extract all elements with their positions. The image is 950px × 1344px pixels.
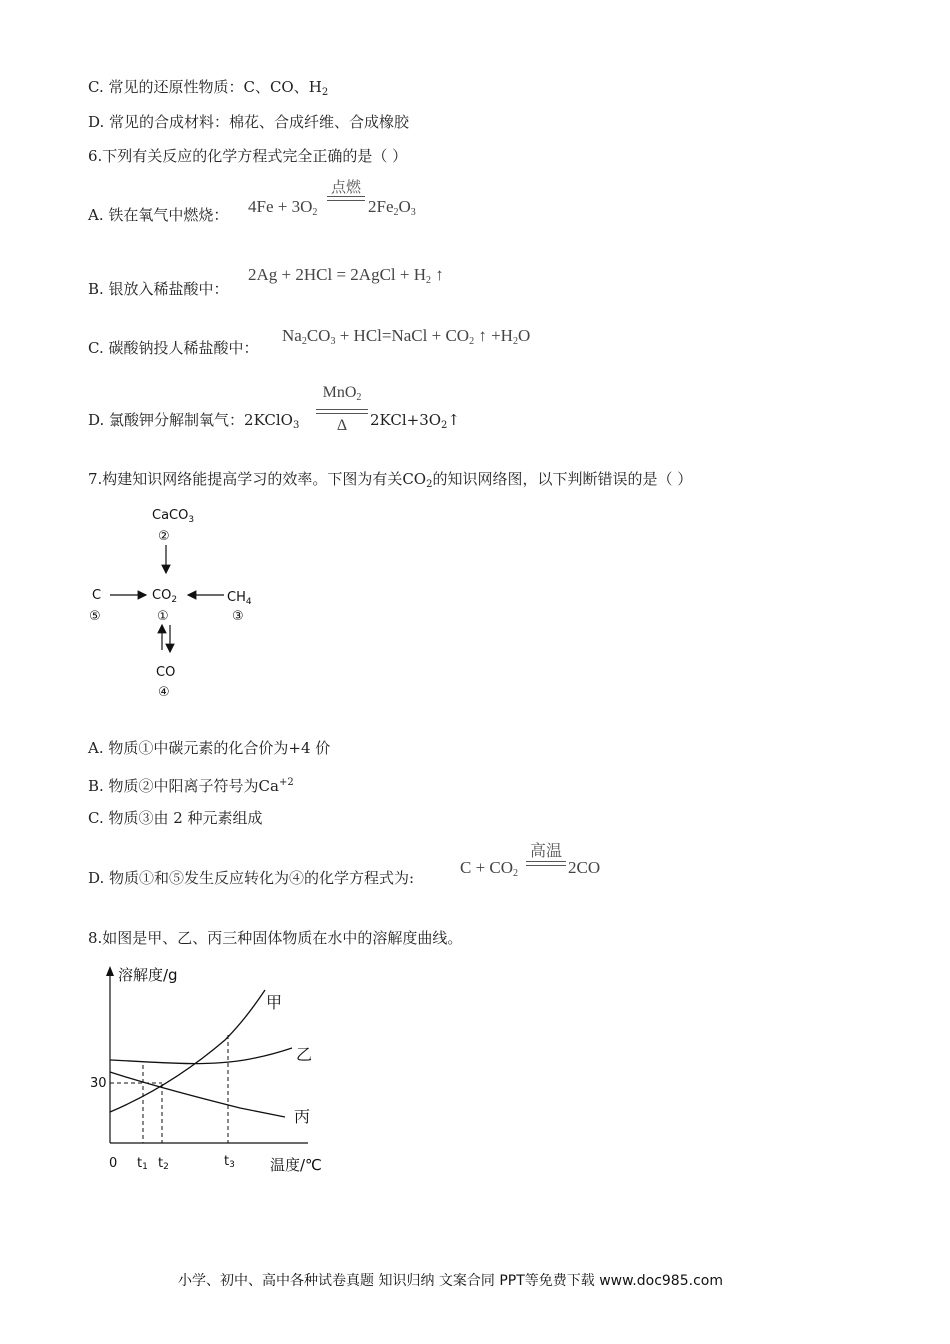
circled-2: ② [158,529,170,544]
q6b-label: B. 银放入稀盐酸中： [88,280,229,298]
prev-option-d: D. 常见的合成材料：棉花、合成纤维、合成橡胶 [88,113,410,131]
q6d-condition: MnO$_2$ Δ [316,383,368,436]
y-axis-arrow [106,966,114,976]
question-8-stem: 8.如图是甲、乙、丙三种固体物质在水中的溶解度曲线。 [88,929,463,947]
q7d-label: D. 物质①和⑤发生反应转化为④的化学方程式为: [88,869,415,887]
prev-option-c [88,77,328,103]
circled-1: ① [157,609,169,624]
q7-option-c: C. 物质③由 2 种元素组成 [88,809,263,827]
label-bing: 丙 [294,1107,311,1126]
y-tick-30: 30 [90,1076,107,1091]
label-jia: 甲 [266,993,283,1012]
x-tick-t1: t1 [137,1156,148,1172]
x-tick-t2: t2 [158,1156,169,1172]
q6d-right: $2KCl+3O_2↑$ [370,411,460,431]
circled-3: ③ [232,609,244,624]
q6b-equation: 2Ag + 2HCl = 2AgCl + $H_2$ ↑ [248,265,444,286]
page-footer: 小学、初中、高中各种试卷真题 知识归纳 文案合同 PPT等免费下载 www.doc985.com [178,1273,723,1289]
curve-bing [110,1072,285,1117]
x-tick-t3: t3 [224,1154,235,1170]
y-axis-label: 溶解度/g [118,966,178,984]
caco3-label: CaCO$_3$ [152,508,195,525]
h2-subscript: 2 [321,87,329,98]
q6c-equation: $Na_2CO_3$ + HCl=NaCl + $CO_2$ ↑ $+H_2O$ [282,326,531,347]
q7d-left: $C + CO_2$ [460,858,519,879]
q6d-label: D. 氯酸钾分解制氧气：2KClO$_3$ [88,411,300,431]
circled-4: ④ [158,685,170,700]
curve-yi [110,1048,292,1064]
q7d-condition: 高温 [526,842,566,868]
circled-5: ⑤ [89,609,101,624]
q7-option-a: A. 物质①中碳元素的化合价为+4 价 [88,739,331,757]
label-yi: 乙 [296,1045,313,1064]
q6a-right: $2Fe_2O_3$ [368,197,416,218]
q7d-right: 2CO [568,858,601,877]
carbon-label: C [92,588,102,603]
solubility-chart [80,960,340,1180]
curve-jia [110,990,265,1112]
question-6-stem: 6.下列有关反应的化学方程式完全正确的是（ ） [88,147,408,165]
co2-label: $CO_2$ [152,588,178,605]
q7-option-b: B. 物质②中阳离子符号为$Ca^{+2}$ [88,777,294,795]
x-axis-label: 温度/℃ [270,1156,322,1174]
q6a-label: A. 铁在氧气中燃烧： [88,206,229,224]
co-label: CO [156,665,176,680]
q6c-label: C. 碳酸钠投人稀盐酸中： [88,339,259,357]
origin-label: 0 [109,1156,118,1171]
question-7-stem: 7.构建知识网络能提高学习的效率。下图为有关$CO_2$的知识网络图，以下判断错误的是（ ） [88,470,693,490]
prev-option-c-text: C. 常见的还原性物质：C、CO、H [88,78,322,96]
q6a-condition: 点燃 [327,179,365,203]
co2-network-diagram [80,500,280,705]
q6a-left: $4Fe + 3O_2$ [248,197,318,218]
ch4-label: $CH_4$ [227,590,252,607]
